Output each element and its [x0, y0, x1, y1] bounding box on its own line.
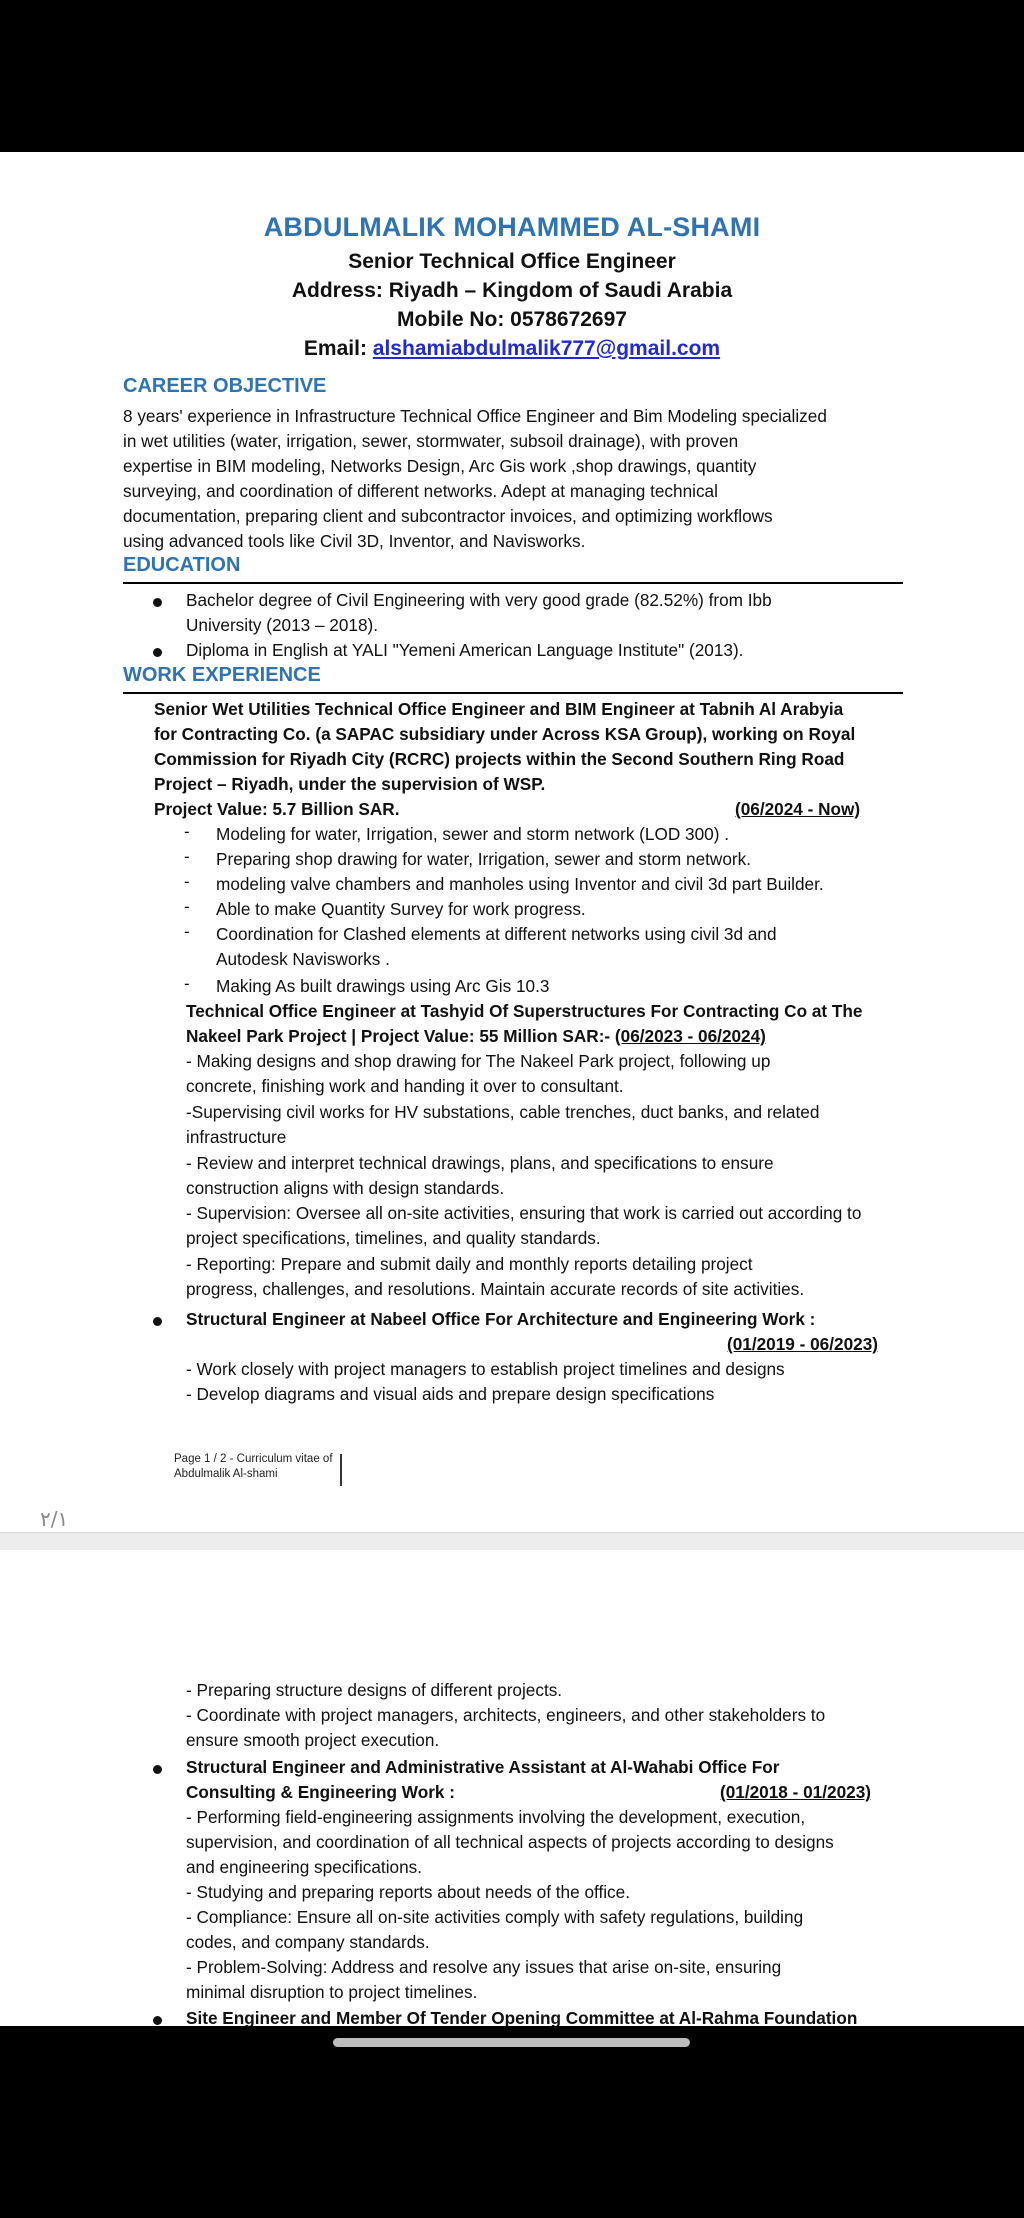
job1-title: for Contracting Co. (a SAPAC subsidiary under Across KSA Group), working on Royal [154, 724, 856, 744]
job2-line: progress, challenges, and resolutions. Maintain accurate records of site activities. [186, 1279, 805, 1299]
education-item: Diploma in English at YALI "Yemeni American Language Institute" (2013). [186, 640, 744, 660]
job1-task: modeling valve chambers and manholes using Inventor and civil 3d part Builder. [216, 874, 824, 894]
job4-dates: (01/2018 - 01/2023) [720, 1782, 871, 1802]
job3-line: ensure smooth project execution. [186, 1730, 440, 1750]
job2-line: - Making designs and shop drawing for The Nakeel Park project, following up [186, 1051, 771, 1071]
job-title: Senior Technical Office Engineer [348, 250, 676, 273]
dash-marker: - [184, 897, 190, 916]
dash-marker: - [184, 847, 190, 866]
footer-divider [340, 1454, 342, 1486]
job4-line: minimal disruption to project timelines. [186, 1982, 478, 2002]
mobile: Mobile No: 0578672697 [397, 308, 627, 331]
job2-line: - Review and interpret technical drawings, plans, and specifications to ensure [186, 1153, 774, 1173]
job2-title: Technical Office Engineer at Tashyid Of Superstructures For Contracting Co at The [186, 1001, 863, 1021]
footer-line: Abdulmalik Al-shami [174, 1468, 278, 1480]
job3-line: - Work closely with project managers to establish project timelines and designs [186, 1359, 785, 1379]
job2-line: concrete, finishing work and handing it over to consultant. [186, 1076, 624, 1096]
address: Address: Riyadh – Kingdom of Saudi Arabia [291, 279, 733, 302]
job2-line: construction aligns with design standards. [186, 1178, 505, 1198]
dash-marker: - [184, 922, 190, 941]
resume-page-2 [0, 1550, 1024, 2026]
career-line: surveying, and coordination of different networks. Adept at managing technical [123, 481, 718, 501]
job1-task: Autodesk Navisworks . [216, 949, 390, 969]
work-divider [123, 692, 903, 694]
dash-marker: - [184, 822, 190, 841]
education-heading: EDUCATION [123, 554, 241, 576]
email-row [0, 337, 1024, 361]
job3-line: - Preparing structure designs of different projects. [186, 1680, 563, 1700]
home-indicator[interactable] [333, 2038, 690, 2047]
job1-title: Senior Wet Utilities Technical Office Engineer and BIM Engineer at Tabnih Al Arabyia [154, 699, 844, 719]
career-line: expertise in BIM modeling, Networks Design, Arc Gis work ,shop drawings, quantity [123, 456, 757, 476]
career-line: in wet utilities (water, irrigation, sewer, stormwater, subsoil drainage), with proven [123, 431, 739, 451]
resume-page-1 [0, 152, 1024, 1532]
job1-value: Project Value: 5.7 Billion SAR. [154, 799, 400, 819]
job5-title: Site Engineer and Member Of Tender Opening Committee at Al-Rahma Foundation [186, 2008, 858, 2026]
job4-line: - Compliance: Ensure all on-site activities comply with safety regulations, building [186, 1907, 804, 1927]
footer-line: Page 1 / 2 - Curriculum vitae of [174, 1453, 333, 1465]
job3-line: - Coordinate with project managers, architects, engineers, and other stakeholders to [186, 1705, 826, 1725]
job1-task: Modeling for water, Irrigation, sewer and storm network (LOD 300) . [216, 824, 729, 844]
job2-line: infrastructure [186, 1127, 287, 1147]
email-label: Email: [303, 337, 367, 360]
job1-dates: (06/2024 - Now) [735, 799, 861, 819]
bullet-icon [153, 1317, 162, 1326]
education-divider [123, 582, 903, 584]
job2-line: project specifications, timelines, and quality standards. [186, 1228, 601, 1248]
job1-task: Able to make Quantity Survey for work progress. [216, 899, 586, 919]
bullet-icon [153, 598, 162, 607]
page-gap [0, 1532, 1024, 1550]
page-footer [174, 1452, 333, 1482]
job4-title: Structural Engineer and Administrative Assistant at Al-Wahabi Office For [186, 1757, 780, 1777]
job4-title: Consulting & Engineering Work : [186, 1782, 455, 1802]
job2-dates: (06/2023 - 06/2024) [614, 1026, 766, 1046]
job4-line: - Studying and preparing reports about needs of the office. [186, 1882, 630, 1902]
job4-line: and engineering specifications. [186, 1857, 423, 1877]
candidate-name: ABDULMALIK MOHAMMED AL-SHAMI [263, 212, 761, 242]
job3-title: Structural Engineer at Nabeel Office For Architecture and Engineering Work : [186, 1309, 816, 1329]
job1-task: Making As built drawings using Arc Gis 10.3 [216, 976, 550, 996]
bullet-icon [153, 648, 162, 657]
career-line: documentation, preparing client and subcontractor invoices, and optimizing workflows [123, 506, 773, 526]
dash-marker: - [184, 872, 190, 891]
email-link[interactable]: alshamiabdulmalik777@gmail.com [372, 337, 721, 360]
job1-task: Coordination for Clashed elements at different networks using civil 3d and [216, 924, 777, 944]
career-line: 8 years' experience in Infrastructure Technical Office Engineer and Bim Modeling specialized [123, 406, 827, 426]
job1-title: Project – Riyadh, under the supervision of WSP. [154, 774, 546, 794]
work-experience-heading: WORK EXPERIENCE [123, 664, 321, 686]
job2-title: Nakeel Park Project | Project Value: 55 Million SAR:- [186, 1026, 611, 1046]
job3-line: - Develop diagrams and visual aids and prepare design specifications [186, 1384, 715, 1404]
education-item: Bachelor degree of Civil Engineering with very good grade (82.52%) from Ibb [186, 590, 772, 610]
bullet-icon [153, 2016, 162, 2025]
job3-dates: (01/2019 - 06/2023) [727, 1334, 878, 1354]
job4-line: codes, and company standards. [186, 1932, 430, 1952]
screen-bottom-area [0, 2026, 1024, 2218]
career-objective-heading: CAREER OBJECTIVE [123, 375, 327, 397]
dash-marker: - [184, 974, 190, 993]
job1-title: Commission for Riyadh City (RCRC) projects within the Second Southern Ring Road [154, 749, 845, 769]
education-item: University (2013 – 2018). [186, 615, 379, 635]
job2-line: -Supervising civil works for HV substations, cable trenches, duct banks, and related [186, 1102, 820, 1122]
job2-line: - Reporting: Prepare and submit daily and monthly reports detailing project [186, 1254, 753, 1274]
bullet-icon [153, 1765, 162, 1774]
page-indicator: ٢/١ [40, 1507, 69, 1531]
job1-task: Preparing shop drawing for water, Irrigation, sewer and storm network. [216, 849, 751, 869]
job2-title-row [186, 1024, 766, 1049]
job4-line: supervision, and coordination of all technical aspects of projects according to designs [186, 1832, 834, 1852]
job4-line: - Problem-Solving: Address and resolve any issues that arise on-site, ensuring [186, 1957, 782, 1977]
job2-line: - Supervision: Oversee all on-site activities, ensuring that work is carried out according to [186, 1203, 862, 1223]
job4-line: - Performing field-engineering assignments involving the development, execution, [186, 1807, 806, 1827]
career-line: using advanced tools like Civil 3D, Inventor, and Navisworks. [123, 531, 586, 551]
